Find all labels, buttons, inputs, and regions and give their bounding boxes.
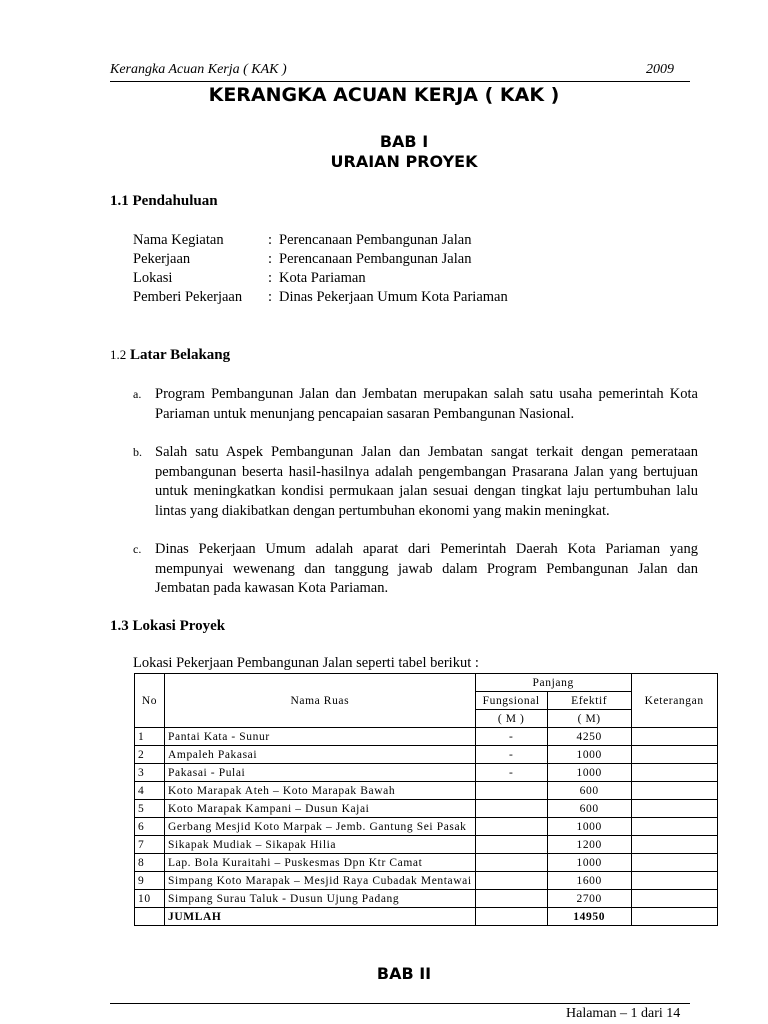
header-year: 2009 bbox=[646, 62, 674, 77]
cell-efektif: 4250 bbox=[547, 728, 631, 746]
cell-nama: Pantai Kata - Sunur bbox=[165, 728, 476, 746]
cell-fungsional: - bbox=[475, 764, 547, 782]
header-panjang: Panjang bbox=[475, 674, 631, 692]
info-label: Nama Kegiatan bbox=[133, 232, 224, 248]
cell-no bbox=[135, 908, 165, 926]
info-value: Kota Pariaman bbox=[279, 270, 366, 286]
table-row bbox=[135, 854, 718, 872]
header-no: No bbox=[135, 674, 165, 728]
info-label: Pekerjaan bbox=[133, 251, 191, 267]
cell-efektif: 600 bbox=[547, 800, 631, 818]
cell-no: 6 bbox=[135, 818, 165, 836]
table-intro: Lokasi Pekerjaan Pembangunan Jalan seperti tabel berikut : bbox=[133, 655, 479, 671]
header-unit-efektif: ( M) bbox=[547, 710, 631, 728]
info-label: Pemberi Pekerjaan bbox=[133, 289, 243, 305]
list-text: Program Pembangunan Jalan dan Jembatan merupakan salah satu usaha pemerintah Kota Pariaman untuk menunjang pencapaian sasaran Pembangunan Nasional. bbox=[155, 386, 698, 422]
cell-no: 5 bbox=[135, 800, 165, 818]
header-nama-ruas: Nama Ruas bbox=[165, 674, 476, 728]
cell-no: 7 bbox=[135, 836, 165, 854]
cell-no: 4 bbox=[135, 782, 165, 800]
table-row bbox=[135, 836, 718, 854]
info-colon: : bbox=[268, 232, 273, 248]
cell-efektif: 600 bbox=[547, 782, 631, 800]
cell-keterangan bbox=[631, 836, 717, 854]
table-row bbox=[135, 782, 718, 800]
document-title: KERANGKA ACUAN KERJA ( KAK ) bbox=[208, 84, 560, 106]
cell-keterangan bbox=[631, 782, 717, 800]
table-row bbox=[135, 872, 718, 890]
header-keterangan: Keterangan bbox=[631, 674, 717, 728]
chapter-subtitle: URAIAN PROYEK bbox=[330, 152, 478, 171]
header-unit-fungsional: ( M ) bbox=[475, 710, 547, 728]
cell-no: 3 bbox=[135, 764, 165, 782]
page-number: Halaman – 1 dari 14 bbox=[566, 1006, 681, 1021]
cell-nama: Simpang Surau Taluk - Dusun Ujung Padang bbox=[165, 890, 476, 908]
cell-keterangan bbox=[631, 728, 717, 746]
cell-efektif: 1000 bbox=[547, 746, 631, 764]
table-row bbox=[135, 728, 718, 746]
cell-fungsional: - bbox=[475, 746, 547, 764]
cell-keterangan bbox=[631, 872, 717, 890]
cell-fungsional bbox=[475, 782, 547, 800]
cell-nama: Gerbang Mesjid Koto Marpak – Jemb. Gantung Sei Pasak bbox=[165, 818, 476, 836]
cell-fungsional: - bbox=[475, 728, 547, 746]
cell-keterangan bbox=[631, 818, 717, 836]
footer-divider bbox=[110, 1003, 690, 1004]
cell-no: 2 bbox=[135, 746, 165, 764]
cell-fungsional bbox=[475, 854, 547, 872]
table-header-row bbox=[135, 674, 718, 692]
cell-efektif: 1000 bbox=[547, 818, 631, 836]
cell-efektif: 1000 bbox=[547, 764, 631, 782]
cell-no: 8 bbox=[135, 854, 165, 872]
cell-nama: Koto Marapak Kampani – Dusun Kajai bbox=[165, 800, 476, 818]
table-row bbox=[135, 746, 718, 764]
section-heading-lokasi-proyek: 1.3 Lokasi Proyek bbox=[110, 618, 226, 634]
cell-nama: Ampaleh Pakasai bbox=[165, 746, 476, 764]
list-text: Dinas Pekerjaan Umum adalah aparat dari Pemerintah Daerah Kota Pariaman yang mempunyai wewenang dan tanggung jawab dalam Program Pembangunan Jalan dan Jembatan pada kawasan Kota Pariaman. bbox=[155, 541, 698, 596]
cell-nama: Lap. Bola Kuraitahi – Puskesmas Dpn Ktr Camat bbox=[165, 854, 476, 872]
chapter-label-2: BAB II bbox=[376, 964, 432, 983]
cell-fungsional bbox=[475, 908, 547, 926]
list-marker: a. bbox=[133, 387, 142, 401]
chapter-label: BAB I bbox=[379, 132, 429, 151]
list-text: Salah satu Aspek Pembangunan Jalan dan Jembatan sangat terkait dengan pemerataan pembangunan beserta hasil-hasilnya adalah pengembangan Prasarana Jalan yang bertujuan untuk meningkatkan kondisi permukaan jalan sesuai dengan tingkat laju pertumbuhan lalu lintas yang diakibatkan dengan pertumbuhan ekonomi yang makin meningkat. bbox=[155, 444, 698, 519]
total-value: 14950 bbox=[547, 908, 631, 926]
list-marker: c. bbox=[133, 542, 142, 556]
info-colon: : bbox=[268, 289, 273, 305]
cell-no: 1 bbox=[135, 728, 165, 746]
cell-efektif: 1000 bbox=[547, 854, 631, 872]
cell-keterangan bbox=[631, 764, 717, 782]
table-row bbox=[135, 764, 718, 782]
header-efektif: Efektif bbox=[547, 692, 631, 710]
info-value: Dinas Pekerjaan Umum Kota Pariaman bbox=[279, 289, 508, 305]
cell-keterangan bbox=[631, 800, 717, 818]
cell-fungsional bbox=[475, 836, 547, 854]
header-fungsional: Fungsional bbox=[475, 692, 547, 710]
total-label: JUMLAH bbox=[165, 908, 476, 926]
cell-fungsional bbox=[475, 818, 547, 836]
section-heading-pendahuluan: 1.1 Pendahuluan bbox=[110, 193, 218, 209]
cell-no: 9 bbox=[135, 872, 165, 890]
cell-efektif: 2700 bbox=[547, 890, 631, 908]
header-divider bbox=[110, 81, 690, 82]
cell-no: 10 bbox=[135, 890, 165, 908]
info-value: Perencanaan Pembangunan Jalan bbox=[279, 251, 472, 267]
section-title: Latar Belakang bbox=[130, 347, 231, 363]
cell-nama: Koto Marapak Ateh – Koto Marapak Bawah bbox=[165, 782, 476, 800]
info-label: Lokasi bbox=[133, 270, 173, 286]
table-total-row bbox=[135, 908, 718, 926]
cell-efektif: 1200 bbox=[547, 836, 631, 854]
cell-nama: Sikapak Mudiak – Sikapak Hilia bbox=[165, 836, 476, 854]
cell-nama: Pakasai - Pulai bbox=[165, 764, 476, 782]
cell-fungsional bbox=[475, 890, 547, 908]
section-number: 1.2 bbox=[110, 347, 127, 362]
cell-keterangan bbox=[631, 890, 717, 908]
cell-keterangan bbox=[631, 854, 717, 872]
cell-keterangan bbox=[631, 908, 717, 926]
cell-efektif: 1600 bbox=[547, 872, 631, 890]
table-row bbox=[135, 800, 718, 818]
info-colon: : bbox=[268, 251, 273, 267]
list-marker: b. bbox=[133, 445, 142, 459]
info-value: Perencanaan Pembangunan Jalan bbox=[279, 232, 472, 248]
cell-keterangan bbox=[631, 746, 717, 764]
road-segments-table bbox=[134, 673, 718, 926]
cell-nama: Simpang Koto Marapak – Mesjid Raya Cubadak Mentawai bbox=[165, 872, 476, 890]
header-document-title: Kerangka Acuan Kerja ( KAK ) bbox=[110, 62, 287, 77]
cell-fungsional bbox=[475, 800, 547, 818]
info-colon: : bbox=[268, 270, 273, 286]
table-row bbox=[135, 818, 718, 836]
table-row bbox=[135, 890, 718, 908]
cell-fungsional bbox=[475, 872, 547, 890]
section-heading-latar-belakang bbox=[110, 347, 230, 364]
